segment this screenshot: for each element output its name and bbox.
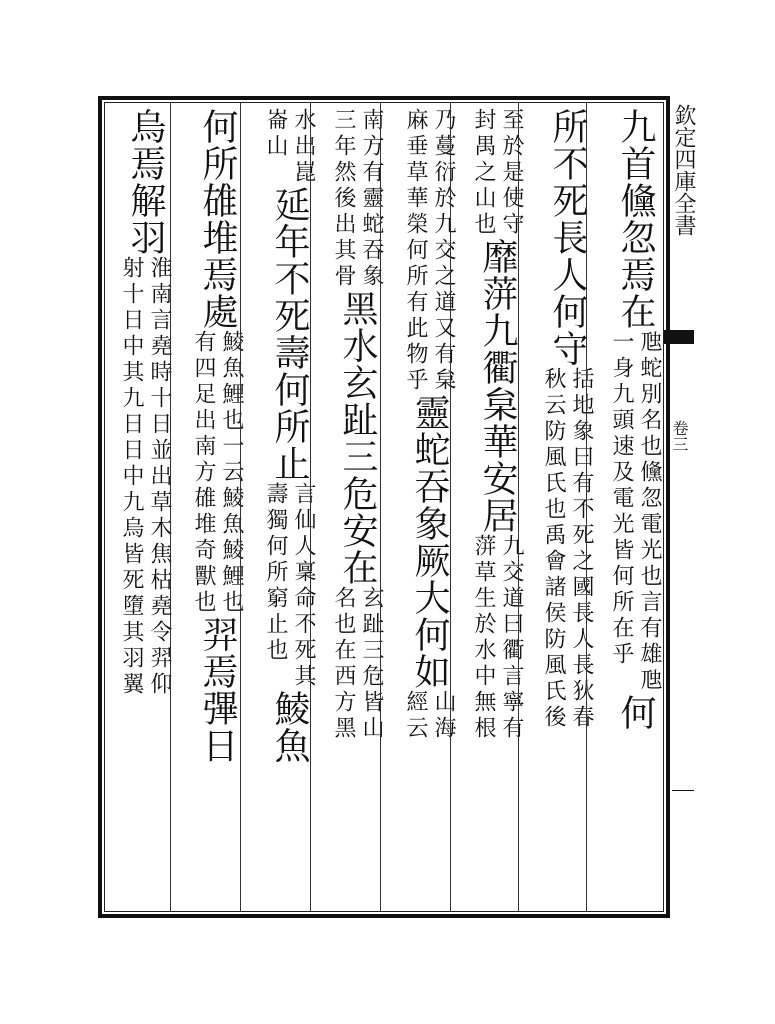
commentary-text: 言仙人稟命不死其 [291,482,316,690]
commentary-text: 一身九頭速及電光皆何所在乎 [609,330,634,668]
commentary-pair [192,330,242,616]
column-divider [380,102,381,912]
commentary-text: 有四足出南方䧺堆奇獸也 [191,330,216,616]
column-divider [310,102,311,912]
text-column [540,108,592,731]
commentary-text: 蓱草生於水中無根 [471,534,496,742]
commentary-text: 括地象曰有不死之國長人長狄春 [569,367,594,731]
text-column [402,108,454,742]
column-divider [450,102,451,912]
commentary-text: 南方有靈蛇吞象 [359,108,384,290]
commentary-pair [472,108,522,238]
commentary-text: 封禺之山也 [471,108,496,238]
commentary-text: 名也在西方黑 [331,586,356,742]
commentary-pair [610,330,660,694]
main-text: 何所䧺堆焉處 [197,108,238,330]
column-divider [240,102,241,912]
text-column [608,108,660,731]
text-column [190,108,242,764]
commentary-pair [542,367,592,731]
commentary-text: 乃蔓衍於九交之道又有枲 [431,108,456,394]
main-text: 所不死長人何守 [547,108,588,367]
commentary-text: 水出崑 [291,108,316,186]
main-text: 靈蛇吞象厥大何如 [409,394,450,690]
main-text: 何 [615,694,656,731]
main-text: 九首儵忽焉在 [615,108,656,330]
commentary-pair [332,586,382,742]
commentary-pair [264,108,314,186]
column-divider [586,102,587,912]
commentary-pair [264,482,314,690]
commentary-text: 山海 [431,690,456,742]
commentary-text: 鯪魚鯉也一云鯪魚鯪鯉也 [219,330,244,616]
commentary-pair [472,534,522,742]
commentary-pair [120,256,170,698]
margin-juan-number: 卷三 [670,420,689,452]
commentary-text: 三年然後出其骨 [331,108,356,290]
commentary-text: 壽獨何所窮止也 [263,482,288,664]
commentary-text: 玄趾三危皆山 [359,586,384,742]
commentary-text: 經云 [403,690,428,742]
text-column [118,108,170,698]
main-text: 烏焉解羽 [125,108,166,256]
column-divider [518,102,519,912]
commentary-text: 九交道曰衢言寧有 [499,534,524,742]
main-text: 羿焉彃日 [197,616,238,764]
main-text: 靡蓱九衢枲華安居 [477,238,518,534]
commentary-text: 崙山 [263,108,288,160]
main-text: 黑水玄趾三危安在 [337,290,378,586]
margin-rule [672,790,694,791]
commentary-pair [404,690,454,742]
commentary-text: 秋云防風氏也禹會諸侯防風氏後 [541,367,566,731]
text-column [470,108,522,742]
commentary-text: 麻垂草華榮何所有此物乎 [403,108,428,394]
commentary-pair [404,108,454,394]
column-divider [170,102,171,912]
main-text: 延年不死壽何所止 [269,186,310,482]
commentary-text: 至於是使守 [499,108,524,238]
main-text: 鯪魚 [269,690,310,764]
commentary-text: 虺蛇別名也儵忽電光也言有雄虺 [637,330,662,694]
text-column [262,108,314,764]
text-column [330,108,382,742]
commentary-pair [332,108,382,290]
margin-book-title: 欽定四庫全書 [671,104,696,236]
commentary-text: 淮南言堯時十日並出草木焦枯堯令羿仰 [147,256,172,698]
commentary-text: 射十日中其九日日中九烏皆死墮其羽翼 [119,256,144,698]
fish-tail-mark [664,330,694,344]
